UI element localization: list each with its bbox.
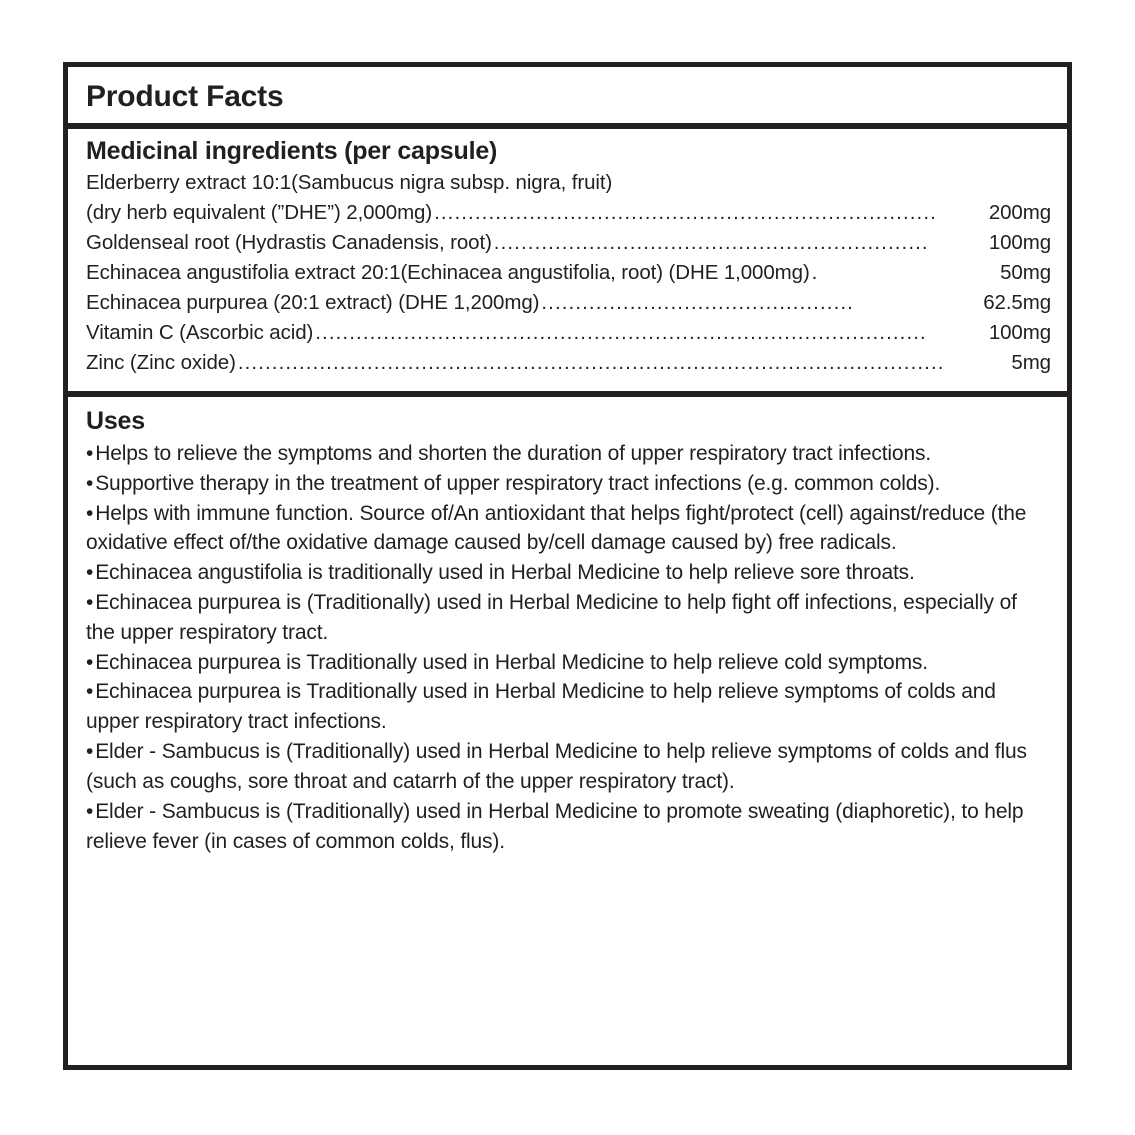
- use-text: Helps to relieve the symptoms and shorten the duration of upper respiratory tract infections.: [95, 441, 932, 465]
- bullet-icon: •: [86, 501, 94, 525]
- bullet-icon: •: [86, 680, 94, 704]
- use-text: Elder - Sambucus is (Traditionally) used in Herbal Medicine to promote sweating (diaphoretic), to help relieve fever (in cases of common colds, flus).: [86, 799, 1024, 853]
- ingredient-row: [86, 318, 1051, 348]
- list-item: [86, 797, 1051, 857]
- ingredient-amount: 50mg: [1000, 260, 1051, 284]
- bullet-icon: •: [86, 471, 94, 495]
- ingredient-name: Zinc (Zinc oxide): [86, 350, 236, 374]
- uses-list: [86, 439, 1051, 856]
- bullet-icon: •: [86, 561, 94, 585]
- ingredient-name: (dry herb equivalent (”DHE”) 2,000mg): [86, 200, 433, 224]
- dot-leader: ..........................................................................: [434, 200, 937, 224]
- use-text: Echinacea purpurea is (Traditionally) used in Herbal Medicine to help fight off infections, especially of the upper respiratory tract.: [86, 591, 1017, 644]
- uses-heading: Uses: [86, 407, 145, 436]
- ingredient-row: [86, 288, 1051, 318]
- uses-section: [68, 397, 1067, 856]
- list-item: [86, 469, 1051, 499]
- bullet-icon: •: [86, 591, 94, 615]
- ingredient-intro-line: Elderberry extract 10:1(Sambucus nigra subsp. nigra, fruit): [86, 171, 613, 194]
- list-item: [86, 588, 1051, 648]
- use-text: Echinacea purpurea is Traditionally used in Herbal Medicine to help relieve cold symptoms.: [95, 650, 928, 674]
- dot-leader: ................................................................: [493, 230, 929, 254]
- ingredient-amount: 62.5mg: [983, 290, 1051, 314]
- page-title: Product Facts: [86, 80, 284, 113]
- medicinal-ingredients-section: [68, 129, 1067, 392]
- ingredient-row: [86, 258, 1051, 288]
- ingredient-amount: 100mg: [988, 320, 1051, 344]
- use-text: Elder - Sambucus is (Traditionally) used in Herbal Medicine to help relieve symptoms of colds and flus (such as coughs, sore throat and catarrh of the upper respiratory tract).: [86, 740, 1027, 793]
- ingredient-row: [86, 198, 1051, 228]
- bullet-icon: •: [86, 740, 94, 764]
- bullet-icon: •: [86, 650, 94, 674]
- list-item: [86, 677, 1051, 737]
- title-band: [68, 67, 1067, 123]
- ingredient-name: Goldenseal root (Hydrastis Canadensis, root): [86, 230, 492, 254]
- ingredient-name: Echinacea angustifolia extract 20:1(Echinacea angustifolia, root) (DHE 1,000mg): [86, 260, 810, 284]
- medicinal-ingredients-heading: Medicinal ingredients (per capsule): [86, 136, 498, 165]
- list-item: [86, 499, 1051, 559]
- dot-leader: ..........................................................................................: [315, 320, 927, 344]
- ingredient-amount: 5mg: [1011, 350, 1051, 374]
- bullet-icon: •: [86, 441, 94, 465]
- ingredient-amount: 100mg: [988, 230, 1051, 254]
- bullet-icon: •: [86, 799, 94, 823]
- product-facts-panel: [63, 62, 1072, 1070]
- dot-leader: ........................................................................................................: [237, 350, 945, 374]
- ingredient-name: Vitamin C (Ascorbic acid): [86, 320, 314, 344]
- dot-leader: .: [811, 260, 819, 284]
- use-text: Helps with immune function. Source of/An antioxidant that helps fight/protect (cell) against/reduce (the oxidative effect of/the oxidative damage caused by/cell damage caused by) free radicals.: [86, 501, 1027, 555]
- ingredient-name: Echinacea purpurea (20:1 extract) (DHE 1,200mg): [86, 290, 540, 314]
- dot-leader: ..............................................: [541, 290, 854, 314]
- use-text: Echinacea angustifolia is traditionally used in Herbal Medicine to help relieve sore throats.: [95, 561, 915, 585]
- ingredient-row: [86, 348, 1051, 378]
- list-item: [86, 737, 1051, 797]
- list-item: [86, 648, 1051, 678]
- ingredient-amount: 200mg: [988, 200, 1051, 224]
- ingredient-list: [86, 198, 1051, 378]
- list-item: [86, 558, 1051, 588]
- ingredient-row: [86, 228, 1051, 258]
- use-text: Echinacea purpurea is Traditionally used in Herbal Medicine to help relieve symptoms of colds and upper respiratory tract infections.: [86, 680, 996, 734]
- use-text: Supportive therapy in the treatment of upper respiratory tract infections (e.g. common colds).: [95, 471, 941, 495]
- list-item: [86, 439, 1051, 469]
